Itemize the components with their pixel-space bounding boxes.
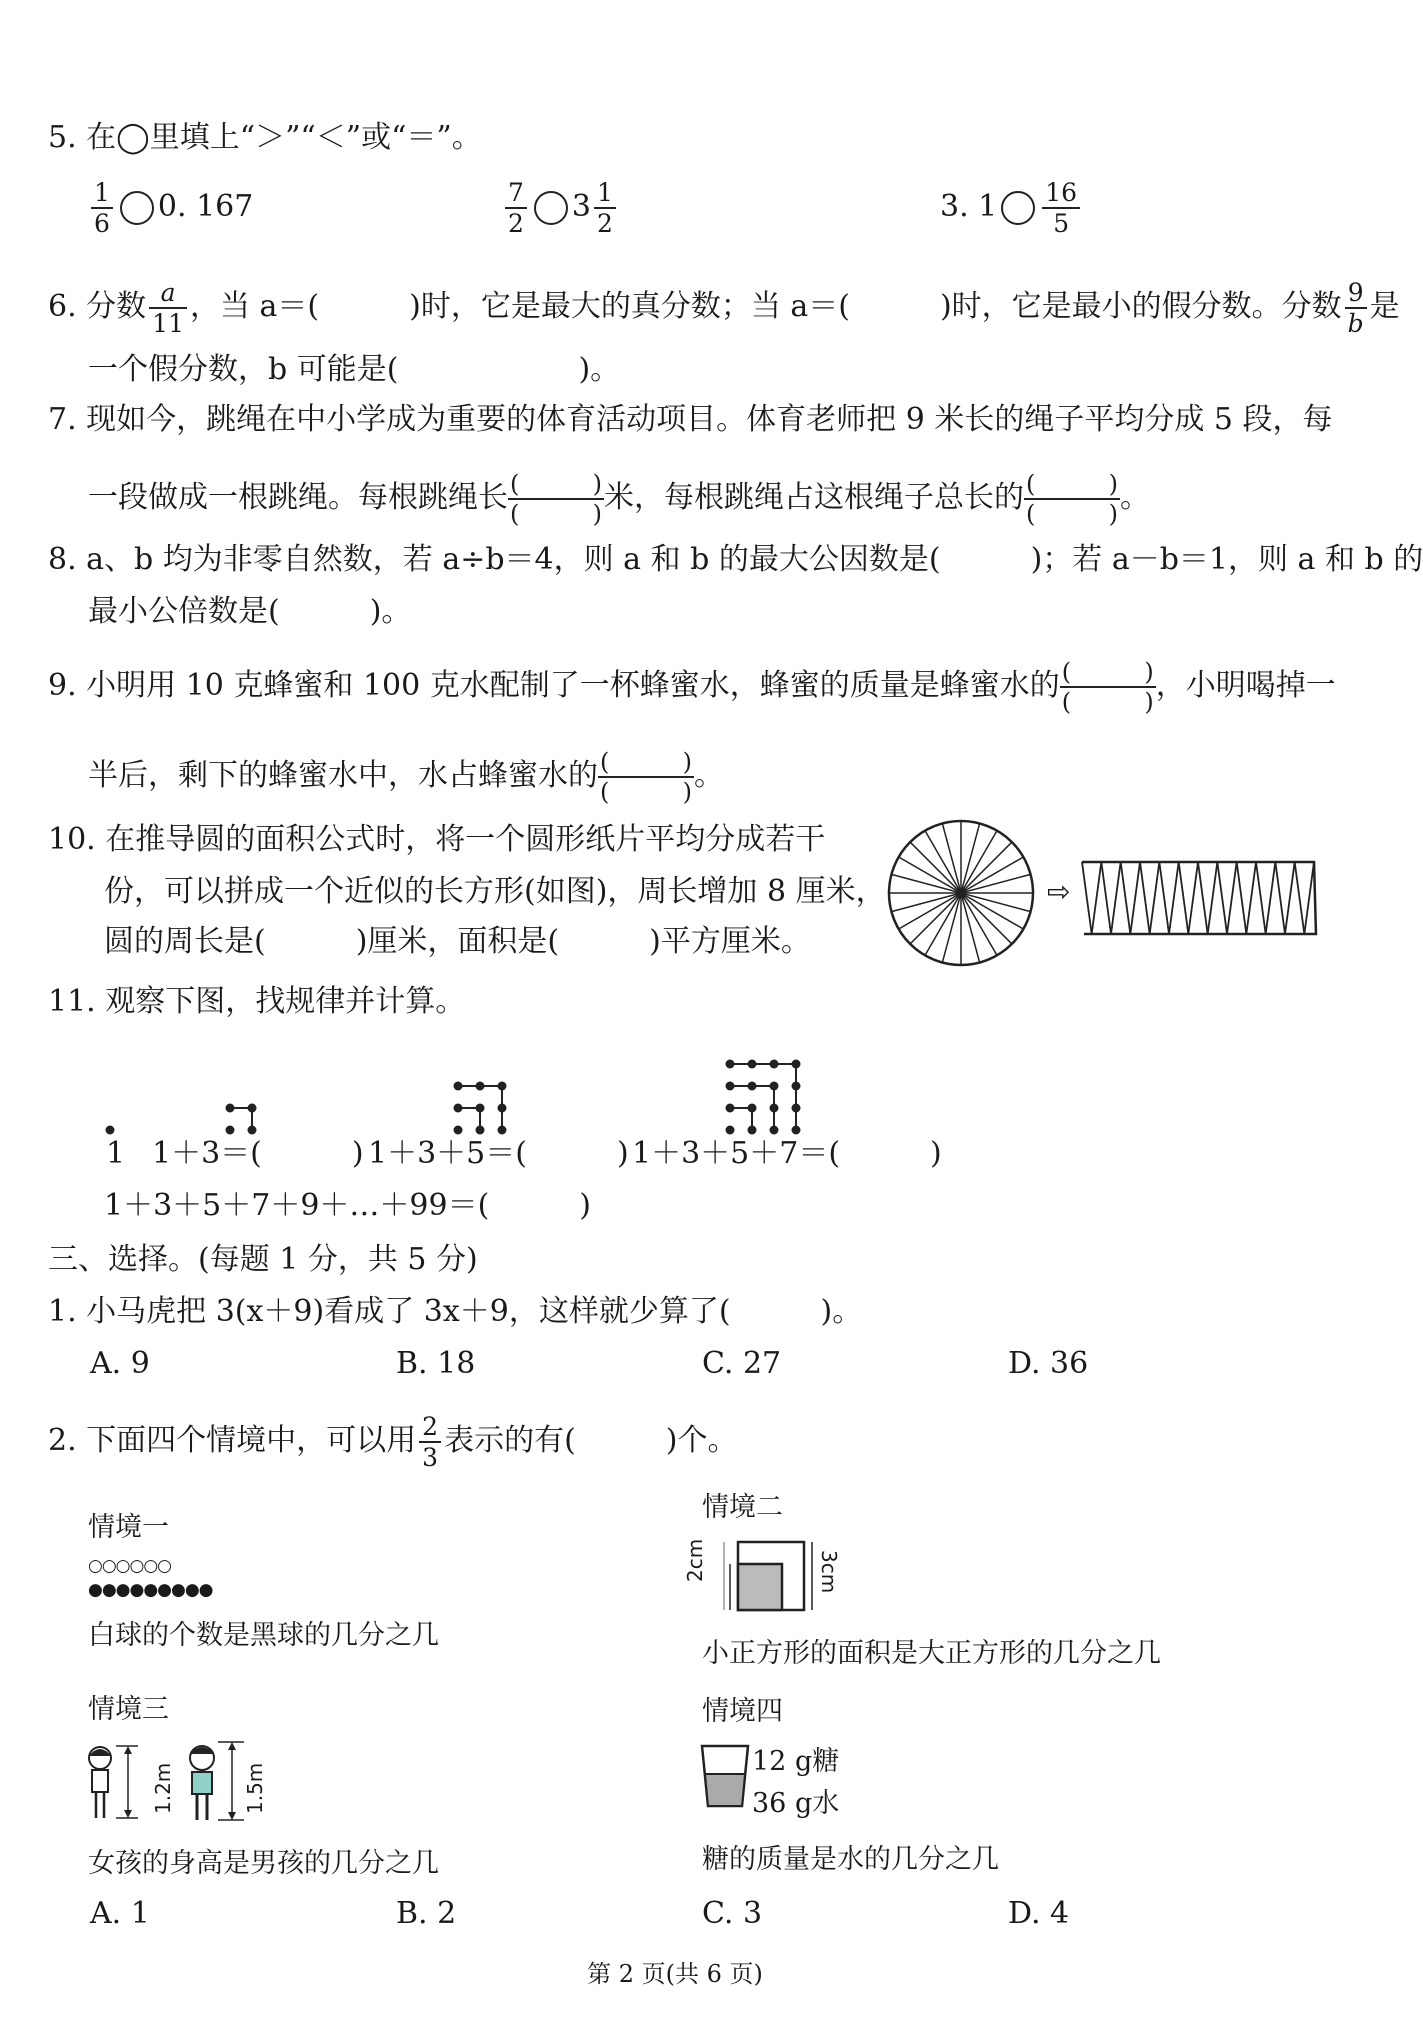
cup-icon — [700, 1744, 750, 1808]
rect-sector-edge — [1111, 862, 1121, 934]
answer-circle[interactable] — [120, 191, 154, 225]
dot — [476, 1082, 485, 1091]
rect-sector-edge — [1285, 862, 1295, 934]
blank-fraction[interactable]: ( ) ( ) — [1061, 658, 1154, 716]
choice-1-option-d[interactable]: D. 36 — [1008, 1346, 1089, 1381]
rect-sector-edge — [1256, 862, 1266, 934]
choice-2-option-b[interactable]: B. 2 — [396, 1896, 457, 1931]
dot — [770, 1104, 779, 1113]
choice-1-option-c[interactable]: C. 27 — [702, 1346, 782, 1381]
dot — [792, 1082, 801, 1091]
dot — [770, 1060, 779, 1069]
rect-sector-edge — [1198, 862, 1208, 934]
rect-sector-edge — [1121, 862, 1131, 934]
dot — [498, 1082, 507, 1091]
fraction: $\frac{a}{11}$ — [149, 278, 187, 338]
rect-sector-edge — [1169, 862, 1179, 934]
dot — [726, 1082, 735, 1091]
choice-2-option-a[interactable]: A. 1 — [90, 1896, 150, 1931]
dot — [770, 1082, 779, 1091]
page-footer: 第 2 页(共 6 页) — [587, 1960, 763, 1988]
girl-height: 1.2m — [151, 1762, 175, 1814]
dot — [454, 1082, 463, 1091]
q10-line2: 份，可以拼成一个近似的长方形(如图)，周长增加 8 厘米， — [104, 874, 886, 909]
answer-circle[interactable] — [1001, 191, 1035, 225]
rect-sector-edge — [1101, 862, 1111, 934]
rect-sector-edge — [1082, 862, 1092, 934]
q10-line3: 圆的周长是( )厘米，面积是( )平方厘米。 — [104, 924, 811, 959]
circle-center — [957, 889, 965, 897]
fraction: $\frac{1}{2}$ — [594, 178, 616, 238]
q5-item-a: $\frac{1}{6}$ 0. 167 — [88, 178, 253, 238]
scenario-2-desc: 小正方形的面积是大正方形的几分之几 — [702, 1638, 1161, 1669]
sugar-label: 12 g糖 — [752, 1746, 840, 1777]
fraction: $\frac{7}{2}$ — [505, 178, 527, 238]
choice-2-question: 2. 下面四个情境中，可以用 $\frac{2}{3}$ 表示的有( )个。 — [48, 1412, 738, 1472]
dot-pattern-figure — [90, 1020, 850, 1140]
boy-height: 1.5m — [243, 1762, 267, 1814]
dot — [248, 1104, 257, 1113]
q5-title: 5. 在◯里填上“＞”“＜”或“＝”。 — [48, 120, 482, 155]
rect-sector-edge — [1266, 862, 1276, 934]
q10-line1: 10. 在推导圆的面积公式时，将一个圆形纸片平均分成若干 — [48, 822, 826, 857]
rect-sector-edge — [1304, 862, 1314, 934]
black-balls: ●●●●●●●●● — [88, 1580, 213, 1600]
q11-title: 11. 观察下图，找规律并计算。 — [48, 984, 466, 1019]
choice-2-option-d[interactable]: D. 4 — [1008, 1896, 1070, 1931]
q7-line2: 一段做成一根跳绳。每根跳绳长 ( ) ( ) 米，每根跳绳占这根绳子总长的 ( ) ( ) 。 — [88, 470, 1150, 528]
q11-label-4: 1＋3＋5＋7＝( ) — [632, 1136, 942, 1171]
scenario-1-desc: 白球的个数是黑球的几分之几 — [88, 1620, 439, 1651]
dot — [748, 1060, 757, 1069]
rect-sector-edge — [1275, 862, 1285, 934]
choice-1-question: 1. 小马虎把 3(x＋9)看成了 3x＋9，这样就少算了( )。 — [48, 1294, 863, 1329]
rect-sector-edge — [1092, 862, 1102, 934]
choice-2-option-c[interactable]: C. 3 — [702, 1896, 763, 1931]
rect-sector-edge — [1179, 862, 1189, 934]
q5-item-c: 3. 1 $\frac{16}{5}$ — [940, 178, 1083, 238]
blank-fraction[interactable]: ( ) ( ) — [600, 748, 692, 806]
fraction: $\frac{9}{b}$ — [1345, 278, 1367, 338]
rect-sector-edge — [1246, 862, 1256, 934]
approx-rectangle-figure — [1078, 858, 1318, 938]
dot — [476, 1104, 485, 1113]
rect-sector-edge — [1208, 862, 1218, 934]
q9-line1: 9. 小明用 10 克蜂蜜和 100 克水配制了一杯蜂蜜水，蜂蜜的质量是蜂蜜水的 ( ) ( ) ，小明喝掉一 — [48, 658, 1336, 716]
fraction: $\frac{2}{3}$ — [419, 1412, 441, 1472]
q7-line1: 7. 现如今，跳绳在中小学成为重要的体育活动项目。体育老师把 9 米长的绳子平均分成 5 段，每 — [48, 402, 1333, 437]
q8-line1: 8. a、b 均为非零自然数，若 a÷b＝4，则 a 和 b 的最大公因数是( )；若 a－b＝1，则 a 和 b 的 — [48, 542, 1423, 577]
choice-1-option-b[interactable]: B. 18 — [396, 1346, 476, 1381]
dot — [748, 1082, 757, 1091]
rect-sector-edge — [1188, 862, 1198, 934]
section-3-title: 三、选择。(每题 1 分，共 5 分) — [48, 1242, 478, 1277]
dot — [748, 1104, 757, 1113]
scenario-3-title: 情境三 — [88, 1694, 169, 1725]
q6-line1: 6. 分数 $\frac{a}{11}$ ，当 a＝( )时，它是最大的真分数；当 a＝( )时，它是最小的假分数。分数 $\frac{9}{b}$ 是 — [48, 278, 1400, 338]
dot — [498, 1104, 507, 1113]
scenario-2-title: 情境二 — [702, 1492, 783, 1523]
rect-sector-edge — [1295, 862, 1305, 934]
big-square-side: 3cm — [817, 1550, 841, 1594]
blank-fraction[interactable]: ( ) ( ) — [1026, 470, 1118, 528]
rect-sector-edge — [1150, 862, 1160, 934]
answer-circle[interactable] — [534, 191, 568, 225]
q11-label-1: 1 — [106, 1136, 126, 1171]
white-balls: ○○○○○○ — [88, 1556, 172, 1576]
scenario-4-desc: 糖的质量是水的几分之几 — [702, 1844, 999, 1875]
dot — [792, 1060, 801, 1069]
fraction: $\frac{1}{6}$ — [91, 178, 113, 238]
fraction: $\frac{16}{5}$ — [1042, 178, 1080, 238]
blank-fraction[interactable]: ( ) ( ) — [510, 470, 602, 528]
q9-line2: 半后，剩下的蜂蜜水中，水占蜂蜜水的 ( ) ( ) 。 — [88, 748, 724, 806]
q11-label-3: 1＋3＋5＝( ) — [368, 1136, 629, 1171]
rect-sector-edge — [1227, 862, 1237, 934]
q6-line2: 一个假分数，b 可能是( )。 — [88, 352, 621, 387]
dot — [454, 1104, 463, 1113]
rect-sector-edge — [1159, 862, 1169, 934]
small-square-side: 2cm — [683, 1538, 707, 1582]
scenario-4-title: 情境四 — [702, 1696, 783, 1727]
q11-equation: 1＋3＋5＋7＋9＋…＋99＝( ) — [104, 1188, 592, 1223]
arrow-icon: ⇨ — [1047, 875, 1071, 908]
choice-1-option-a[interactable]: A. 9 — [90, 1346, 150, 1381]
scenario-1-title: 情境一 — [88, 1512, 169, 1543]
rect-sector-edge — [1237, 862, 1247, 934]
dot — [726, 1060, 735, 1069]
rect-sector-edge — [1217, 862, 1227, 934]
dot — [792, 1104, 801, 1113]
rect-sector-edge — [1130, 862, 1140, 934]
rect-sector-edge — [1140, 862, 1150, 934]
dot — [726, 1104, 735, 1113]
q11-label-2: 1＋3＝( ) — [152, 1136, 364, 1171]
q8-line2: 最小公倍数是( )。 — [88, 594, 412, 629]
sector-circle-figure — [886, 818, 1036, 968]
scenario-3-desc: 女孩的身高是男孩的几分之几 — [88, 1848, 439, 1879]
dot — [226, 1104, 235, 1113]
q5-item-b: $\frac{7}{2}$ 3 $\frac{1}{2}$ — [502, 178, 619, 238]
water-label: 36 g水 — [752, 1788, 840, 1819]
